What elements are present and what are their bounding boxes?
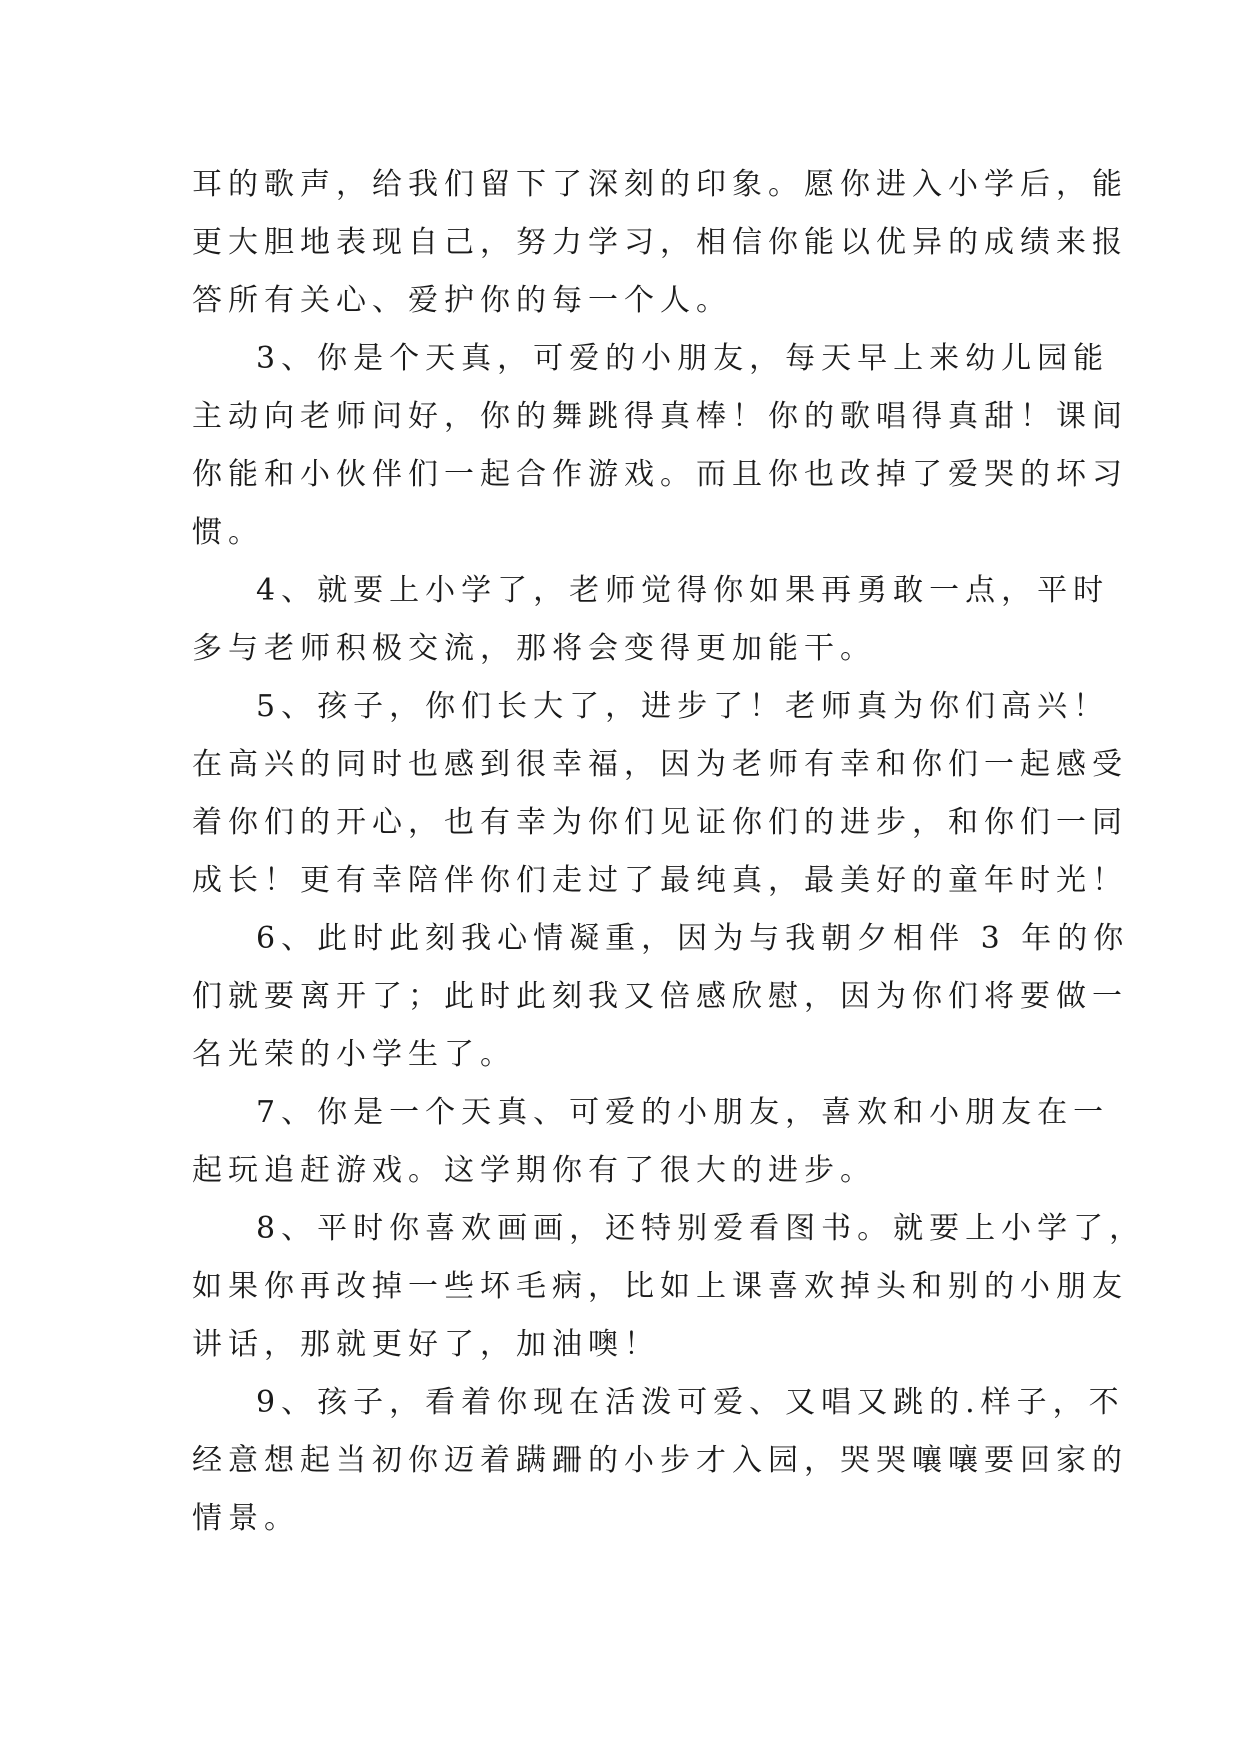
text-line: 5、孩子，你们长大了，进步了！老师真为你们高兴！ [256, 689, 1110, 724]
document-body [192, 156, 1146, 1548]
text-line: 如果你再改掉一些坏毛病，比如上课喜欢掉头和别的小朋友 [192, 1269, 1128, 1304]
text-line: 情景。 [192, 1501, 300, 1536]
text-line: 起玩追赶游戏。这学期你有了很大的进步。 [192, 1153, 876, 1188]
text-line: 经意想起当初你迈着蹒跚的小步才入园，哭哭嚷嚷要回家的 [192, 1443, 1128, 1478]
text-line: 讲话，那就更好了，加油噢！ [192, 1327, 660, 1362]
text-line: 7、你是一个天真、可爱的小朋友，喜欢和小朋友在一 [256, 1095, 1110, 1130]
text-line: 6、此时此刻我心情凝重，因为与我朝夕相伴 3 年的你 [256, 921, 1130, 956]
text-line: 成长！更有幸陪伴你们走过了最纯真，最美好的童年时光！ [192, 863, 1128, 898]
text-line: 3、你是个天真，可爱的小朋友，每天早上来幼儿园能 [256, 341, 1110, 376]
text-line: 答所有关心、爱护你的每一个人。 [192, 283, 732, 318]
text-line: 多与老师积极交流，那将会变得更加能干。 [192, 631, 876, 666]
text-line: 在高兴的同时也感到很幸福，因为老师有幸和你们一起感受 [192, 747, 1128, 782]
text-line: 9、孩子，看着你现在活泼可爱、又唱又跳的.样子，不 [256, 1385, 1125, 1420]
text-line: 着你们的开心，也有幸为你们见证你们的进步，和你们一同 [192, 805, 1128, 840]
text-line: 你能和小伙伴们一起合作游戏。而且你也改掉了爱哭的坏习 [192, 457, 1128, 492]
text-line: 8、平时你喜欢画画，还特别爱看图书。就要上小学了， [256, 1211, 1146, 1246]
text-line: 惯。 [192, 515, 264, 550]
text-line: 主动向老师问好，你的舞跳得真棒！你的歌唱得真甜！课间 [192, 399, 1128, 434]
text-line: 名光荣的小学生了。 [192, 1037, 516, 1072]
text-line: 耳的歌声，给我们留下了深刻的印象。愿你进入小学后，能 [192, 167, 1128, 202]
text-line: 们就要离开了；此时此刻我又倍感欣慰，因为你们将要做一 [192, 979, 1128, 1014]
text-line: 更大胆地表现自己，努力学习，相信你能以优异的成绩来报 [192, 225, 1128, 260]
text-line: 4、就要上小学了，老师觉得你如果再勇敢一点，平时 [256, 573, 1110, 608]
